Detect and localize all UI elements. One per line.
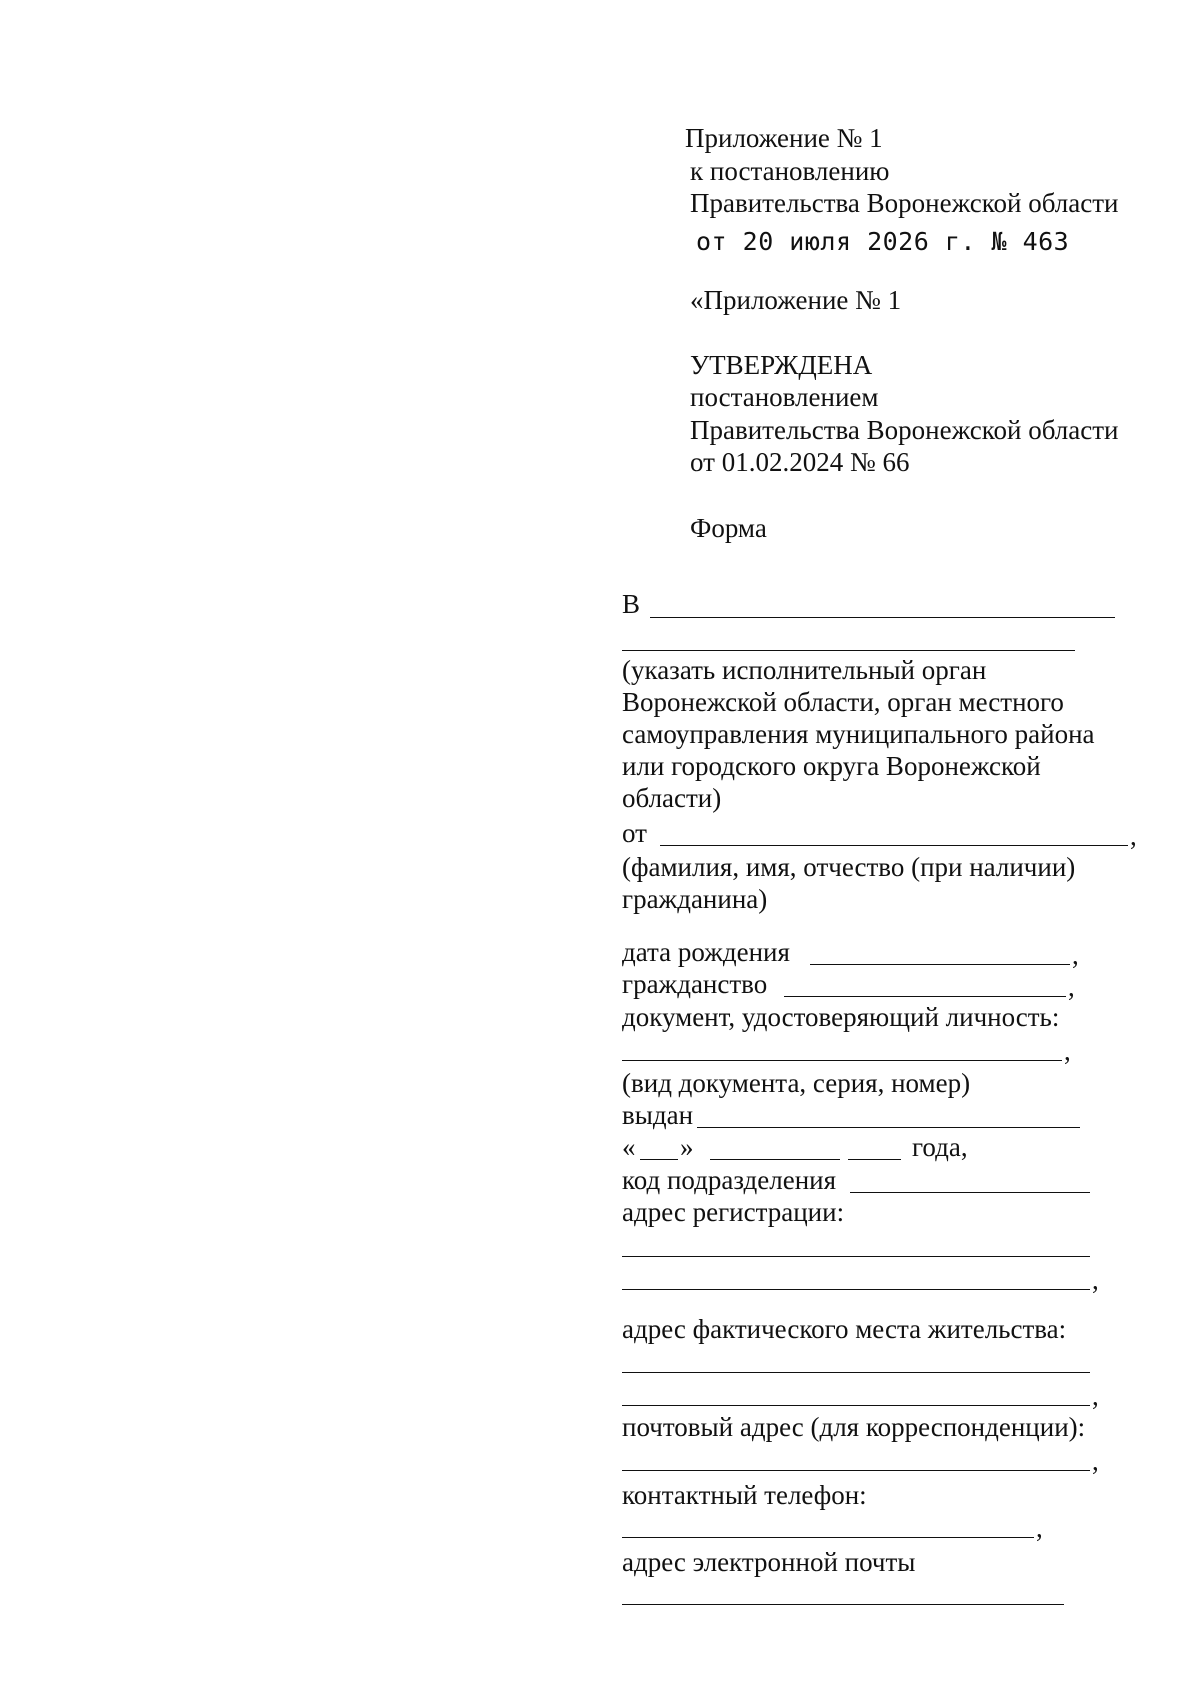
division-code-label: код подразделения [622,1165,837,1195]
to-prefix: В [622,589,641,619]
approved-label: УТВЕРЖДЕНА [690,350,873,380]
from-prefix: от [622,818,647,848]
postal-address-comma: , [1092,1446,1099,1476]
email-line[interactable] [622,1604,1064,1605]
phone-label: контактный телефон: [622,1480,867,1510]
birth-date-comma: , [1072,940,1079,970]
registration-address-label: адрес регистрации: [622,1197,845,1227]
recipient-hint-2: Воронежской области, орган местного [622,687,1064,717]
original-resolution-date: от 01.02.2024 № 66 [690,447,910,477]
citizenship-label: гражданство [622,969,768,999]
registration-address-comma: , [1092,1265,1099,1295]
recipient-hint-5: области) [622,783,722,813]
birth-date-line[interactable] [810,964,1070,965]
division-code-line[interactable] [850,1192,1090,1193]
recipient-hint-1: (указать исполнительный орган [622,655,987,685]
registration-address-line-1[interactable] [622,1256,1090,1257]
sender-comma: , [1130,821,1137,851]
original-appendix-title: «Приложение № 1 [690,285,902,315]
recipient-line-1[interactable] [650,617,1115,618]
recipient-line-2[interactable] [622,650,1075,651]
phone-comma: , [1036,1513,1043,1543]
phone-line[interactable] [622,1537,1034,1538]
quote-open: « [622,1132,636,1162]
sender-name-line[interactable] [660,845,1128,846]
recipient-hint-4: или городского округа Воронежской [622,751,1041,781]
sender-hint-2: гражданина) [622,884,768,914]
to-resolution: к постановлению [690,156,890,186]
year-label: года, [912,1132,968,1162]
actual-address-comma: , [1092,1381,1099,1411]
citizenship-comma: , [1068,972,1075,1002]
original-government-name: Правительства Воронежской области [690,415,1119,445]
actual-address-line-1[interactable] [622,1372,1090,1373]
actual-address-line-2[interactable] [622,1405,1090,1406]
id-document-line[interactable] [622,1060,1062,1061]
sender-hint-1: (фамилия, имя, отчество (при наличии) [622,852,1076,882]
postal-address-line[interactable] [622,1470,1090,1471]
id-document-hint: (вид документа, серия, номер) [622,1068,971,1098]
recipient-hint-3: самоуправления муниципального района [622,719,1095,749]
appendix-title: Приложение № 1 [685,123,883,153]
email-label: адрес электронной почты [622,1547,916,1577]
issue-year-line[interactable] [848,1159,901,1160]
issue-day-line[interactable] [640,1159,678,1160]
registration-address-line-2[interactable] [622,1289,1090,1290]
citizenship-line[interactable] [784,996,1066,997]
birth-date-label: дата рождения [622,937,790,967]
id-document-comma: , [1064,1036,1071,1066]
actual-address-label: адрес фактического места жительства: [622,1314,1067,1344]
id-document-label: документ, удостоверяющий личность: [622,1002,1060,1032]
issued-by-line[interactable] [697,1127,1080,1128]
date-stamp: от 20 июля 2026 г. № 463 [696,227,1070,256]
government-name: Правительства Воронежской области [690,188,1119,218]
postal-address-label: почтовый адрес (для корреспонденции): [622,1412,1086,1442]
form-label: Форма [690,513,767,543]
quote-close: » [680,1132,694,1162]
by-resolution: постановлением [690,382,879,412]
issue-month-line[interactable] [710,1159,840,1160]
issued-label: выдан [622,1100,694,1130]
